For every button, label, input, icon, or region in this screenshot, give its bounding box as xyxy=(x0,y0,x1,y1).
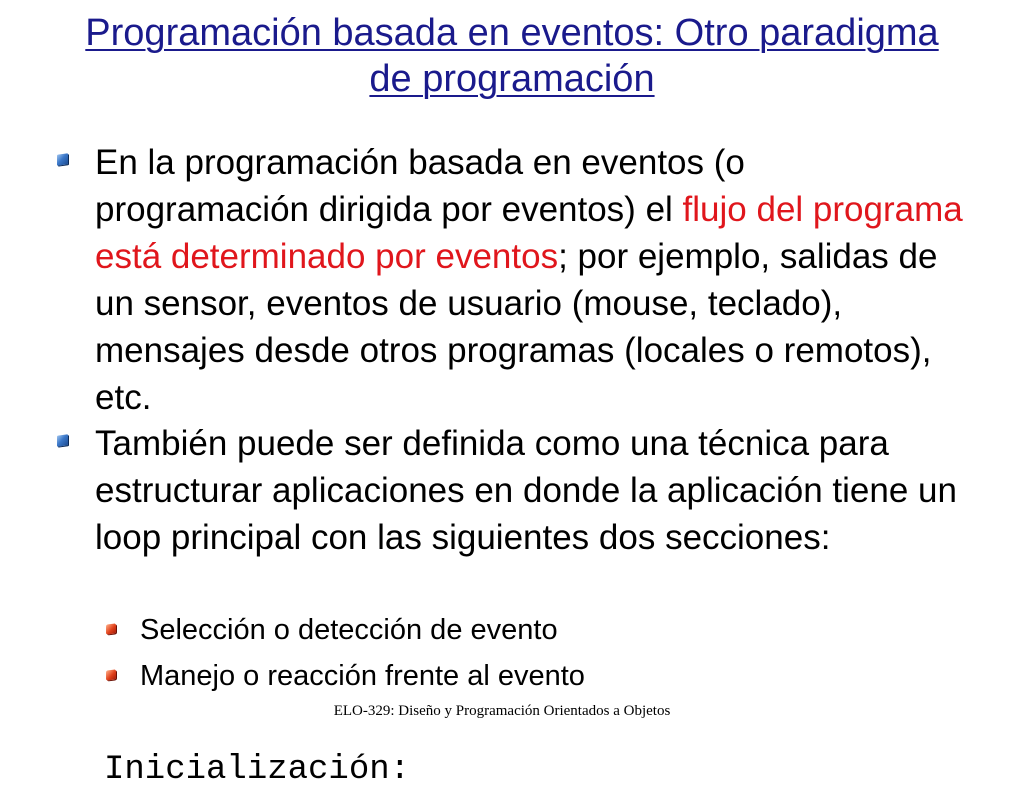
sub-bullet-selection xyxy=(140,610,940,650)
blue-bullet-icon xyxy=(57,434,68,447)
bullet-text: También puede ser definida como una técnica para estructurar aplicaciones en donde la aplicación tiene un loop principal con las siguientes dos secciones: xyxy=(95,424,957,557)
red-bullet-icon xyxy=(106,623,116,634)
sub-bullet-text: Selección o detección de evento xyxy=(140,614,558,646)
blue-bullet-icon xyxy=(57,153,68,166)
sub-bullet-handling xyxy=(140,656,940,696)
bullet-text-continued: ; por ejemplo, salidas de un sensor, eventos de usuario (mouse, teclado), mensajes desde otros programas (locales o remotos), etc. xyxy=(95,237,938,417)
bullet-text: En la programación basada en eventos (o programación dirigida por eventos) el xyxy=(95,143,745,229)
bullet-item-technique xyxy=(95,420,965,561)
slide-title: Programación basada en eventos: Otro paradigma de programación xyxy=(85,12,939,100)
slide-footer: ELO-329: Diseño y Programación Orientados a Objetos xyxy=(333,703,671,719)
red-bullet-icon xyxy=(106,669,116,680)
highlighted-text: flujo del programa está determinado por eventos xyxy=(95,190,963,276)
cutoff-code-text: Inicialización: xyxy=(104,751,411,789)
sub-bullet-text: Manejo o reacción frente al evento xyxy=(140,660,585,692)
bullet-item-event-driven xyxy=(95,139,965,421)
